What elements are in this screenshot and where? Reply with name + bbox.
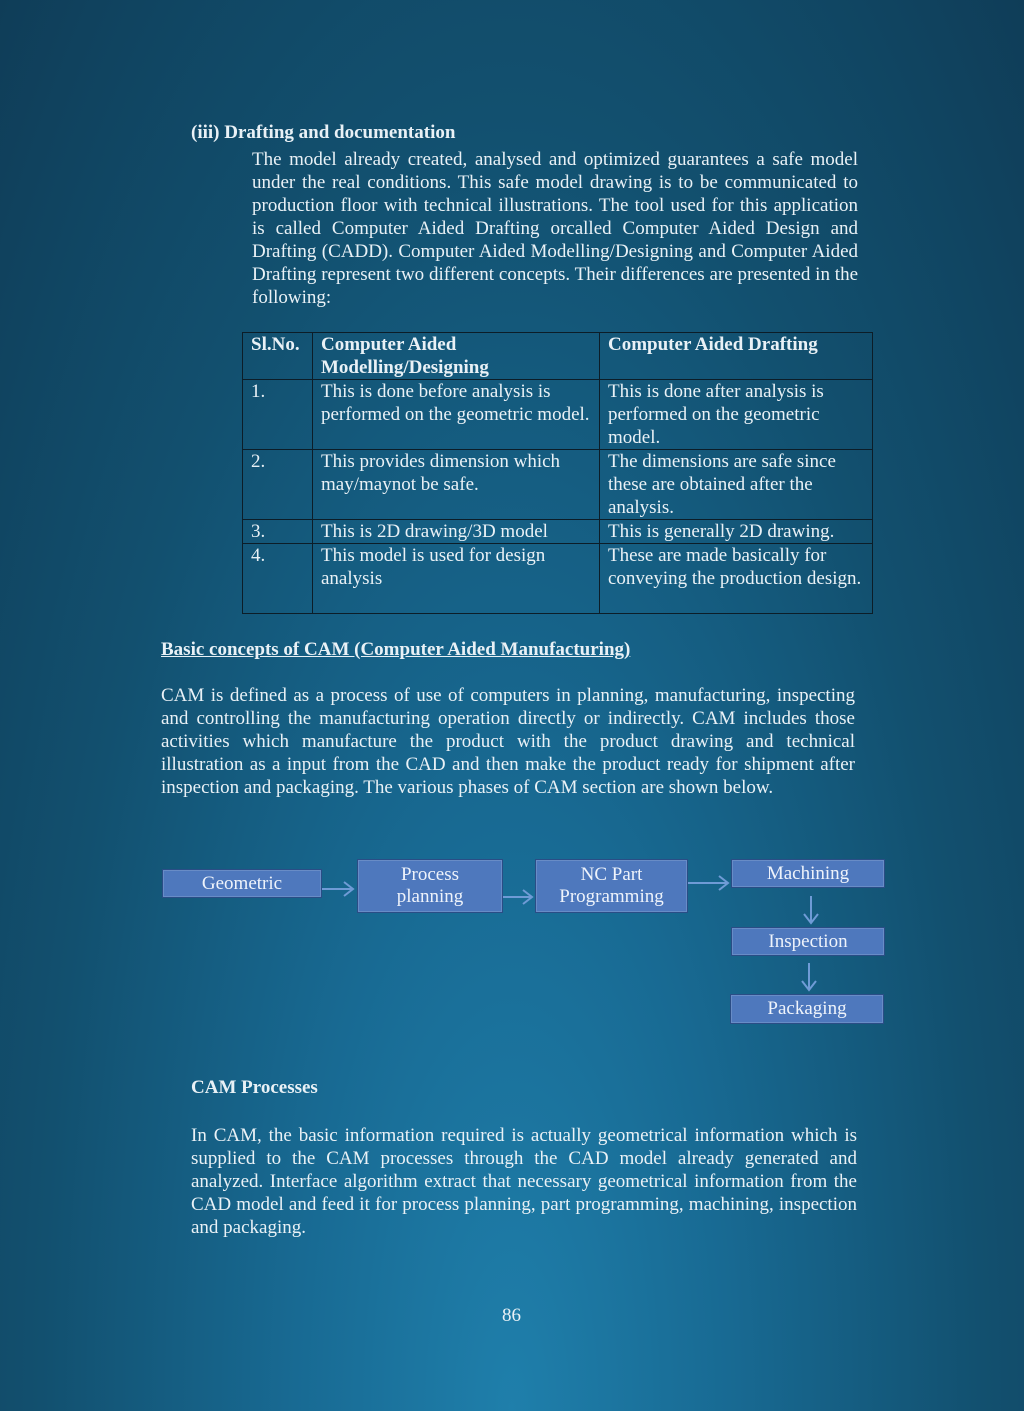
cell-drafting: The dimensions are safe since these are obtained after the analysis. xyxy=(600,450,873,520)
cell-modelling: This provides dimension which may/maynot be safe. xyxy=(313,450,600,520)
cell-drafting: These are made basically for conveying the production design. xyxy=(600,544,873,614)
page-number: 86 xyxy=(502,1305,521,1326)
cell-slno: 1. xyxy=(243,380,313,450)
cell-modelling: This is done before analysis is performed on the geometric model. xyxy=(313,380,600,450)
flow-box-packaging: Packaging xyxy=(730,994,884,1024)
section-heading-drafting: (iii) Drafting and documentation xyxy=(191,122,456,143)
flow-box-process-planning-label: Process planning xyxy=(396,864,464,907)
cam-basic-paragraph: CAM is defined as a process of use of computers in planning, manufacturing, inspecting and controlling the manufacturing operation directly or indirectly. CAM includes those activities which manufacture the product with the product drawing and technical illustration as a input from the CAD and then make the product ready for shipment after inspection and packaging. The various phases of CAM section are shown below. xyxy=(161,685,855,798)
cell-slno: 2. xyxy=(243,450,313,520)
cell-drafting: This is generally 2D drawing. xyxy=(600,520,873,544)
flow-box-geometric: Geometric xyxy=(162,869,322,898)
cam-basic-heading: Basic concepts of CAM (Computer Aided Manufacturing) xyxy=(161,639,631,660)
cam-processes-heading: CAM Processes xyxy=(191,1077,318,1098)
header-slno: Sl.No. xyxy=(243,333,313,380)
drafting-paragraph: The model already created, analysed and optimized guarantees a safe model under the real conditions. This safe model drawing is to be communicated to production floor with technical illustrations. The tool used for this application is called Computer Aided Drafting orcalled Computer Aided Design and Drafting (CADD). Computer Aided Modelling/Designing and Computer Aided Drafting represent two different concepts. Their differences are presented in the following: xyxy=(252,149,858,308)
cam-processes-paragraph: In CAM, the basic information required is actually geometrical information which is supplied to the CAM processes through the CAD model already generated and analyzed. Interface algorithm extract that necessary geometrical information from the CAD model and feed it for process planning, part programming, machining, inspection and packaging. xyxy=(191,1125,857,1238)
cell-slno: 4. xyxy=(243,544,313,614)
flow-box-nc-part-programming xyxy=(535,859,688,913)
cell-modelling: This model is used for design analysis xyxy=(313,544,600,614)
flow-box-nc-label: NC Part Programming xyxy=(559,864,664,907)
header-modelling: Computer Aided Modelling/Designing xyxy=(313,333,600,380)
flow-box-machining: Machining xyxy=(731,859,885,888)
cell-modelling: This is 2D drawing/3D model xyxy=(313,520,600,544)
cell-slno: 3. xyxy=(243,520,313,544)
flow-box-inspection: Inspection xyxy=(731,927,885,956)
flow-box-process-planning xyxy=(357,859,503,913)
cell-drafting: This is done after analysis is performed on the geometric model. xyxy=(600,380,873,450)
header-drafting: Computer Aided Drafting xyxy=(600,333,873,380)
